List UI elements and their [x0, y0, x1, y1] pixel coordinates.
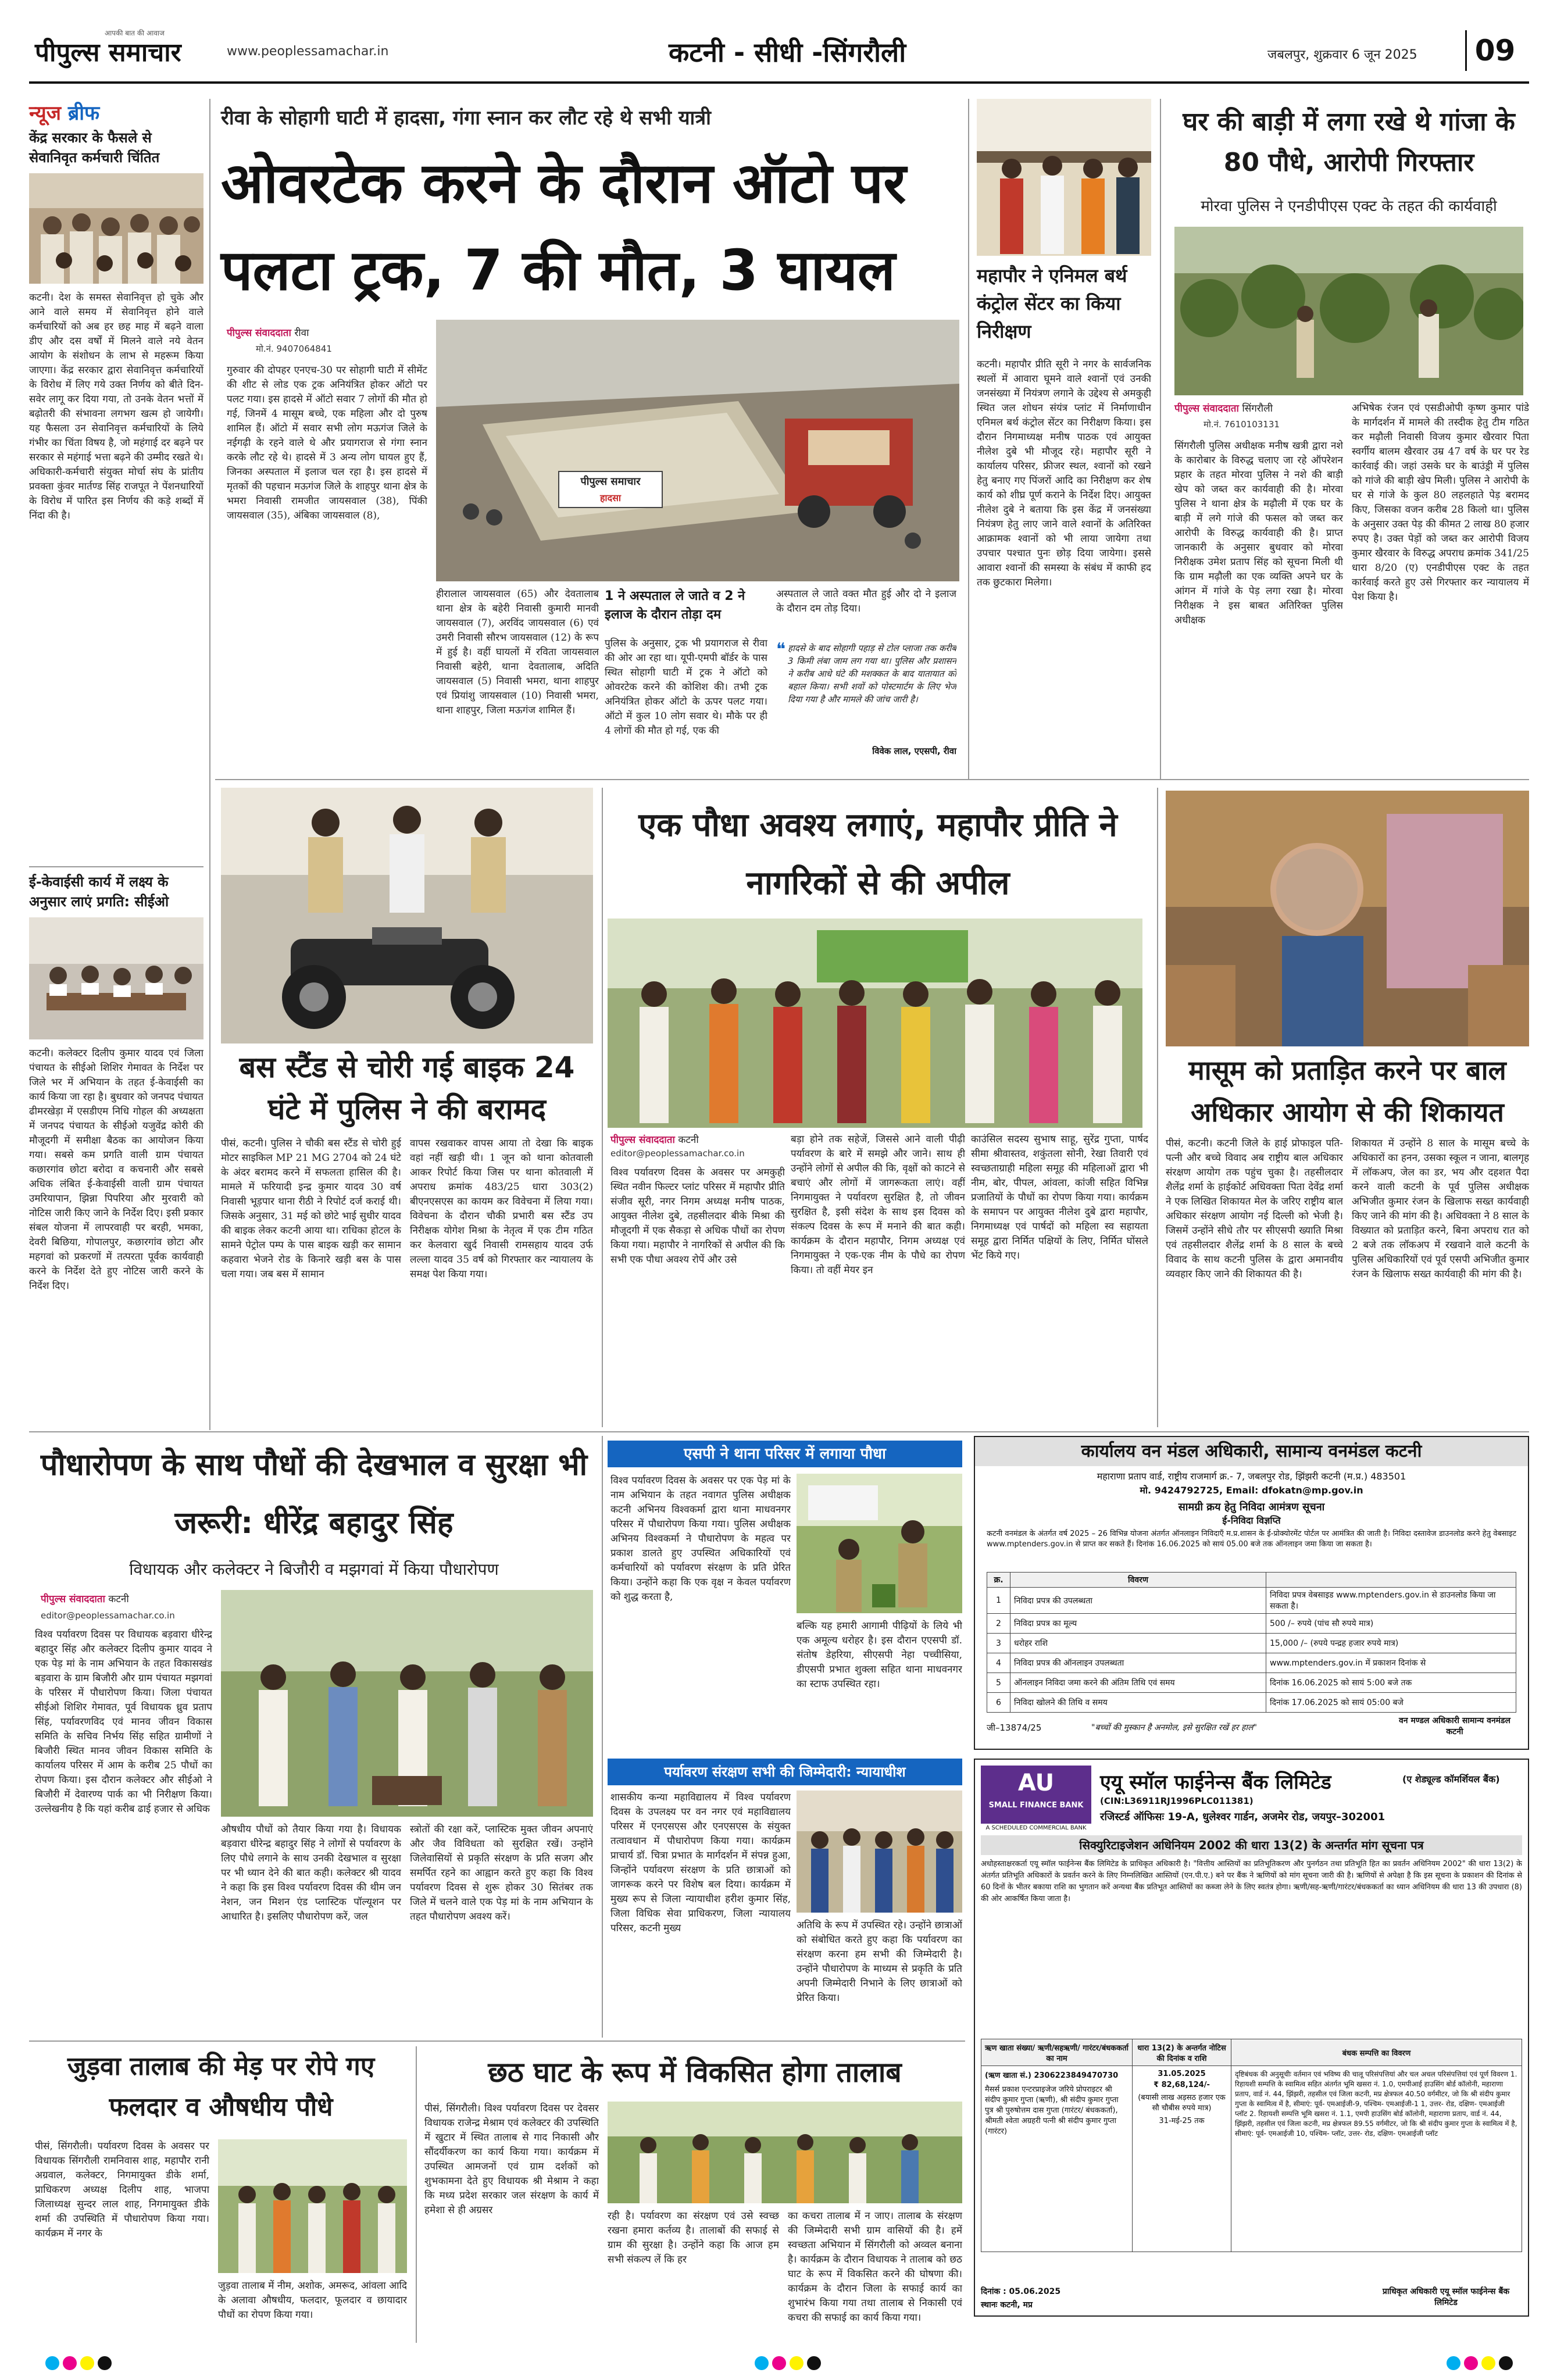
row-divider-3 [29, 2040, 965, 2042]
lead-headline: ओवरटेक करने के दौरान ऑटो पर पलटा ट्रक, 7 की मौत, 3 घायल [221, 151, 906, 303]
ganja-photo [1174, 227, 1523, 395]
dheerendra-col-1: विश्व पर्यावरण दिवस पर विधायक बड़वारा धीरेन्द्र बहादुर सिंह और कलेक्टर दिलीप कुमार यादव ने एक पेड़ मां के नाम अभियान के तहत विकासखंड बड़वारा के ग्राम बिजौरी और ग्राम पंचायत मझगवां के परिसर में पौधारोपण किया। जिला पंचायत सीईओ शिशिर गेमावत, पूर्व विधायक ध्रुव प्रताप सिंह, पर्यावरणविद एवं मानव जीवन विकास समिति के सचिव निर्भय सिंह सहित ग्रामीणों ने बिजौरी स्थित मानव जीवन विकास समिति के कार्यालय परिसर में आम के करीब 25 पौधों का रोपण किया। इस दौरान कलेक्टर और सीईओ ने बिजौरी में देवारण्य पार्क का भी निरीक्षण किया। उल्लेखनीय है कि यहां करीब ढाई हजार से अधिक [35, 1629, 212, 1815]
au-logo [981, 1766, 1091, 1824]
col-divider-child [1157, 788, 1158, 1427]
col-divider-sp [602, 1436, 603, 2038]
forest-table-row [987, 1653, 1516, 1673]
forest-notice-contact: मो. 9424792725, Email: dfokatn@mp.gov.in [1140, 1485, 1363, 1496]
forest-th-desc: विवरण [1010, 1573, 1266, 1588]
plant-col-2: बड़ा होने तक सहेजें, जिससे आने वाली पीढ़ी पर्यावरण के बारे में समझे और जाने। साथ ही उन्होंने लोगों से अपील की कि, वृक्षों को काटने से बचाएं और लोगों में जागरूकता लाएं। वहीं निगमायुक्त ने पर्यावरण सुरक्षित है, तो जीवन सुरक्षित है, इसी संदेश के साथ इस दिवस को संकल्प दिवस के रूप में मनाने की बात कही। कार्यक्रम के दौरान महापौर, निगम अध्यक्ष एवं निगमायुक्त ने एक-एक नीम के पौधे का रोपण किया। तो वहीं मेयर इन [791, 1134, 965, 1276]
lead-stamp-sub: हादसा [599, 492, 622, 503]
brief-1-body: कटनी। देश के समस्त सेवानिवृत्त हो चुके और आने वाले समय में सेवानिवृत्त होने वाले कर्मचारियों को अब हर छह माह में बढ़ने वाला डीए और दस वर्षों में मिलने वाले नये वेतन आयोग के संशोधन के लाभ से महरूम किया जाएगा। केंद्र सरकार द्वारा सेवानिवृत्त कर्मचारियों के विरोध में लिए गये उक्त निर्णय को बीते दिन-सवेर लागू कर दिया गया, तो उनके वेतन भत्तों में बढ़ोतरी की संभावना लगभग खत्म हो जायेगी। यह फैसला उन सेवानिवृत्त कर्मचारियों के लिये गंभीर का चिंता विषय है, जो महंगाई दर बढ़ने पर सरकार से महंगाई भत्ता बढ़ने की उम्मीद रखते थे। अधिकारी-कर्मचारी संयुक्त मोर्चा संघ के प्रांतीय प्रवक्ता कुंवर मार्तण्ड सिंह राजपूत ने पेंशनधारियों के विरोध में पारित इस निर्णय की कड़े शब्दों में निंदा की है। [29, 292, 203, 521]
lead-col-4: अस्पताल ले जाते वक्त मौत हुई और दो ने इलाज के दौरान दम तोड़ दिया। [776, 588, 956, 614]
child-photo [1166, 791, 1529, 1046]
au-loan-account: (ऋण खाता सं.) 2306223849470730 [985, 2071, 1119, 2080]
au-bank-notice [974, 1759, 1529, 2317]
forest-table-cell: 500 /– रुपये (पांच सौ रुपये मात्र) [1266, 1614, 1516, 1634]
child-col-2: शिकायत में उन्होंने 8 साल के मासूम बच्चे के अधिकारों का हनन, उसका स्कूल न जाना, बालगृह में लॉकअप, जेल का डर, भय और दहशत पैदा करने वाली कटनी के पूर्व पुलिस अधीक्षक अभिजीत कुमार रंजन के खिलाफ सख्त कार्यवाही किए जाने की मांग की है। अधिवक्ता ने 8 साल के विख्यात को प्रताड़ित करने, बिना अपराध रात को 2 बजे तक लॉकअप में रखवाने वाले कटनी के पुलिस अधिकारियों एवं पूर्व एसपी अभिजीत कुमार रंजन के खिलाफ सख्त कार्यवाही की मांग की है। [1352, 1138, 1529, 1280]
plant-byline-place: कटनी [678, 1134, 699, 1146]
forest-table-cell: 1 [987, 1588, 1010, 1614]
brief-label [29, 99, 203, 128]
forest-table-head [987, 1573, 1516, 1588]
forest-table-cell: ऑनलाइन निविदा जमा करने की अंतिम तिथि एवं समय [1010, 1673, 1266, 1693]
chhath-photo [608, 2102, 962, 2203]
ganja-mobile: मो.नं. 7610103131 [1204, 419, 1280, 430]
forest-table-cell: 5 [987, 1673, 1010, 1693]
row-divider-2 [29, 1431, 1529, 1432]
judge-photo [797, 1791, 962, 1913]
au-bank-tag: (ए शेड्यूल्ड कॉमर्शियल बैंक) [1402, 1774, 1500, 1785]
forest-table-cell: 3 [987, 1634, 1010, 1653]
lead-quote-text: हादसे के बाद सोहागी पहाड़ से टोल प्लाजा तक करीब 3 किमी लंबा जाम लग गया था। पुलिस और प्रशासन ने करीब आधे घंटे की मशक्कत के बाद यातायात को बहाल किया। सभी शवों को पोस्टमार्टम के लिए भेज दिया गया है और मामले की जांच जारी है। [788, 643, 956, 705]
judwa-col-2: जुड़वा तालाब में नीम, अशोक, अमरूद, आंवला आदि के अलावा औषधीय, फलदार, फूलदार व छायादार पौधों का रोपण किया गया। [218, 2280, 407, 2321]
dheerendra-headline: पौधारोपण के साथ पौधों की देखभाल व सुरक्षा भी जरूरी: धीरेंद्र बहादुर सिंह [40, 1448, 588, 1541]
forest-notice-address: महाराणा प्रताप वार्ड, राष्ट्रीय राजमार्ग क्र.- 7, जबलपुर रोड, झिंझरी कटनी (म.प्र.) 483501 [1097, 1471, 1406, 1482]
forest-notice [974, 1436, 1529, 1750]
quote-icon: ❝ [776, 639, 786, 660]
lead-kicker: रीवा के सोहागी घाटी में हादसा, गंगा स्नान कर लौट रहे थे सभी यात्री [221, 106, 711, 130]
forest-table-row [987, 1673, 1516, 1693]
au-notice-para: अधोहस्ताक्षरकर्ता एयू स्मॉल फाईनेन्स बैंक लिमिटेड के प्राधिकृत अधिकारी है। "वित्तीय आस्तियों का प्रतिभूतिकरण और पुनर्गठन तथा प्रतिभूति हित का प्रवर्तन अधिनियम 2002" की धारा 13(2) के अंतर्गत प्रतिभूति अधिकारों के प्रवर्तन करने के लिए निम्नलिखित आस्तियों (एन.पी.ए.) बने पर बैंक ने ऋणियों को मांग सूचना जारी की है। ऋणियों से अपेक्षा है कि इस सूचना के प्रकाशन की दिनांक से 60 दिनों के भीतर बकाया राशि का भुगतान करें अन्यथा बैंक प्रतिभूत आस्तियों का कब्जा लेने के लिए स्वतंत्र होगा। ऋणी/सह-ऋणी/गारंटर/बंधककर्ता का ध्यान अधिनियम की धारा 13 की उपधारा (8) की ओर आकर्षित किया जाता है। [981, 1860, 1522, 1903]
mayor-inspection-photo [977, 99, 1151, 256]
judwa-headline: जुड़वा तालाब की मेड़ पर रोपे गए फलदार व औषधीय पौधे [67, 2052, 375, 2122]
au-scheduled: A SCHEDULED COMMERCIAL BANK [985, 1825, 1087, 1831]
au-notice-as-on: 31-मई-25 तक [1159, 2117, 1205, 2125]
judwa-photo [218, 2139, 407, 2273]
dheerendra-col-2: औषधीय पौधों को तैयार किया गया है। विधायक बड़वारा धीरेन्द्र बहादुर सिंह ने लोगों से पर्यावरण के लिए पौधे लगाने के साथ उनकी देखभाल व सुरक्षा पर भी ध्यान देने की बात कही। कलेक्टर श्री यादव ने कहा कि इस विश्व पर्यावरण दिवस की थीम जन नेशन, जन मिशन एंड प्लास्टिक पॉल्यूशन पर आधारित है। इसलिए पौधारोपण करें, जल [221, 1824, 401, 1922]
au-logo-sub: SMALL FINANCE BANK [988, 1801, 1084, 1810]
dheerendra-col-3: स्त्रोतों की रक्षा करें, प्लास्टिक मुक्त जीवन अपनाएं और जैव विविधता को सुरक्षित रखें। उन्होंने जिलेवासियों से प्रकृति संरक्षण के प्रति सजग और समर्पित रहने का आह्वान करते हुए कहा कि विश्व पर्यावरण दिवस से शुरू होकर 30 सितंबर तक जिले में चलने वाले एक पेड़ मां के नाम अभियान के तहत पौधारोपण अवश्य करें। [410, 1824, 593, 1922]
dheerendra-byline [41, 1592, 129, 1605]
lead-col-3: पुलिस के अनुसार, ट्रक भी प्रयागराज से रीवा की ओर आ रहा था। यूपी-एमपी बॉर्डर के पास स्थित सोहागी घाटी में ट्रक ने ऑटो को ओवरटेक करने की कोशिश की। तभी ट्रक अनियंत्रित होकर ऑटो के ऊपर पलट गया। ऑटो में कुल 10 लोग सवार थे। मौके पर ही 4 लोगों की मौत हो गई, एक की [605, 638, 767, 737]
forest-table-cell: निविदा प्रपत्र का मूल्य [1010, 1614, 1266, 1634]
bike-headline: बस स्टैंड से चोरी गई बाइक 24 घंटे में पुलिस ने की बरामद [239, 1050, 575, 1126]
au-notice-cell [1133, 2066, 1231, 2252]
au-logo-mark: AU [1017, 1770, 1055, 1796]
plant-photo [608, 919, 1142, 1128]
brief-2-headline: ई-केवाईसी कार्य में लक्ष्य के अनुसार लाएं प्रगति: सीईओ [29, 874, 169, 910]
lead-col-1: गुरुवार की दोपहर एनएच-30 पर सोहागी घाटी में सीमेंट की शीट से लोड एक ट्रक अनियंत्रित होकर ऑटो पर पलट गया। इस हादसे में ऑटो सवार 7 लोगों की मौत हो गई, जिनमें 4 मासूम बच्चे, एक महिला और दो पुरुष शामिल हैं। ऑटो में सवार सभी लोग मऊगंज जिले के नईगढ़ी के रहने वाले थे और प्रयागराज से गंगा स्नान करके लौट रहे थे। हादसे में 3 अन्य लोग घायल हुए हैं, जिनका अस्पताल में इलाज चल रहा है। इस हादसे में मृतकों की पहचान मऊगंज जिले के शाहपुर थाना क्षेत्र के भमरा निवासी रामजीत जायसवाल (38), पिंकी जायसवाल (35), अंबिका जायसवाल (8), [227, 364, 427, 521]
plant-col-3: काउंसिल सदस्य सुभाष साहू, सुरेंद्र गुप्ता, पार्षद सीमा श्रीवास्तव, शकुंतला सोनी, रेखा तिवारी एवं स्वच्छताग्राही महिला समूह की महिलाओं द्वारा भी नीम, बोर, पीपल, आंवला, कांजी सहित विभिन्न प्रजातियों के पौधों का रोपण किया गया। कार्यक्रम के समापन पर आयुक्त नीलेश दुबे द्वारा महापौर, निगमाध्यक्ष एवं पार्षदों को महिला स्व सहायता समूह द्वारा निर्मित पक्षियों के लिए, निर्मित घोंसले भेंट किये गए। [971, 1134, 1148, 1262]
forest-notice-title: कार्यालय वन मंडल अधिकारी, सामान्य वनमंडल कटनी [975, 1437, 1528, 1466]
au-table-head [981, 2039, 1522, 2066]
forest-table-cell: 4 [987, 1653, 1010, 1673]
lead-accident-photo [436, 320, 959, 581]
forest-notice-para: कटनी वनमंडल के अंतर्गत वर्ष 2025 – 26 विभिन्न योजना अंतर्गत ऑनलाइन निविदाएँ म.प्र.शासन के ई-प्रोक्योरमेंट पोर्टल पर आमंत्रित की जाती है। निविदा दस्तावेज डाउनलोड करने हेतु वेबसाइट www.mptenders.gov.in से प्राप्त कर सकते हैं। दिनांक 16.06.2025 को सायं 05.00 बजे तक ऑनलाइन जमा किया जा सकता है। [987, 1530, 1516, 1549]
au-notice-amount: ₹ 82,68,124/- [1154, 2081, 1210, 2089]
forest-table-row [987, 1614, 1516, 1634]
au-notice-title: सिक्युरिटाइजेशन अधिनियम 2002 की धारा 13(2) के अन्तर्गत मांग सूचना पत्र [981, 1835, 1522, 1855]
au-th-property: बंधक सम्पत्ति का विवरण [1231, 2039, 1522, 2066]
forest-table-cell: निविदा खोलने की तिथि व समय [1010, 1693, 1266, 1713]
chhath-col-1: पीसं, सिंगरौली। विश्व पर्यावरण दिवस पर देवसर विधायक राजेन्द्र मेश्राम एवं कलेक्टर की उपस्थिति में खुटार में स्थित तालाब से गाद निकासी और सौंदर्यीकरण का कार्य किया गया। कार्यक्रम में उपस्थित आमजनों एवं ग्राम दर्शकों को शुभकामना देते हुए विधायक श्री मेश्राम ने कहा कि मध्य प्रदेश सरकार जल संरक्षण के कार्य में हमेशा से ही अग्रसर [424, 2103, 599, 2216]
col-divider-ganja [1160, 99, 1161, 779]
child-col-1: पीसं, कटनी। कटनी जिले के हाई प्रोफाइल पति-पत्नी और बच्चे विवाद अब राष्ट्रीय बाल अधिकार संरक्षण आयोग तक पहुंच चुका है। तहसीलदार शैलेंद्र शर्मा के हाईकोर्ट अधिवक्ता पिता देवेंद्र शर्मा ने एक लिखित शिकायत मेल के जरिए राष्ट्रीय बाल अधिकार संरक्षण आयोग नई दिल्ली को भेजी है। जिसमें उन्होंने सीधे तौर पर सीएसपी ख्याति मिश्रा एवं तहसीलदार शैलेंद्र शर्मा के 8 साल के बच्चे विवाद के साथ कटनी पुलिस के द्वारा अमानवीय व्यवहार किए जाने की शिकायत की है। [1166, 1138, 1343, 1280]
bike-col-1: पीसं, कटनी। पुलिस ने चौकी बस स्टैंड से चोरी हुई मोटर साइकिल MP 21 MG 2704 को 24 घंटे के अंदर बरामद करने में सफलता हासिल की है। मामले में फरियादी इन्द्र कुमार यादव 30 वर्ष निवासी भूड़पार थाना रीठी ने रिपोर्ट दर्ज कराई थी। जिसके अनुसार, 31 मई को छोटे भाई सुधीर यादव की बाइक लेकर कटनी आया था। राधिका होटल के सामने पेट्रोल पम्प के पास बाइक खड़ी कर सामान कहवारा भेजने रोड के किनारे खड़ी बस के पास चला गया। जब बस में सामान [221, 1138, 401, 1280]
lead-col-2: हीरालाल जायसवाल (65) और देवतालाब थाना क्षेत्र के बहेरी निवासी कुमारी मानवी जायसवाल (7), अरविंद जायसवाल (6) एवं उमरी निवासी सौरभ जायसवाल (12) के रूप में हुई है। वहीं घायलों में रविता जायसवाल निवासी बहेरी, थाना देवतालाब, अदिति जायसवाल (5) निवासी भमरा, थाना शाहपुर एवं प्रियांशु जायसवाल (10) निवासी भमरा, थाना शाहपुर, जिला मऊगंज शामिल हैं। [436, 588, 599, 716]
au-property-cell: दृष्टिबंधक की अनुसूचीः वर्तमान एवं भविष्य की चालू परिसंपत्तियां और चल अचल परिसंपत्तियां एवं पूर्ण विवरण 1. रिहायशी सम्पत्ति के स्वामित्व सहित अंतर्गत भूमि खसरा नं. 1.0, एमपीआई हाउसिंग बोर्ड कॉलोनी, महाराणा प्रताप, वार्ड नं. 44, झिंझरी, तहसील एवं जिला कटनी, मप्र क्षेत्रफल 40.50 वर्गमीटर, जो कि श्री संदीप कुमार गुप्ता के स्वामित्व में है, सीमाएं: पूर्व- एमआईजी-9, पश्चिम- एमआईजी-1 1, उत्तर- रोड, दक्षिण- एमआईजी प्लॉट 2. रिहायशी सम्पत्ति भूमि खसरा नं. 1.1, एमपी हाउसिंग बोर्ड कॉलोनी, महाराणा प्रताप, वार्ड नं. 44, झिंझरी, तहसील एवं जिला कटनी, मप्र क्षेत्रफल 89.55 वर्गमीटर, जो कि श्री संदीप कुमार गुप्ता के स्वामित्व में है, सीमाएं: पूर्व- एमआईजी 10, पश्चिम- प्लॉट, उत्तर- रोड, दक्षिण- एमआईजी प्लॉट [1231, 2066, 1522, 2252]
forest-table-cell: धरोहर राशि [1010, 1634, 1266, 1653]
col-divider-plant [602, 788, 603, 1427]
page-number: 09 [1465, 30, 1523, 71]
mayor-inspection-headline: महापौर ने एनिमल बर्थ कंट्रोल सेंटर का किया निरीक्षण [977, 265, 1127, 342]
sp-photo [797, 1474, 962, 1613]
ganja-byline-place: सिंगरौली [1242, 403, 1273, 414]
au-date: दिनांक : 05.06.2025 [981, 2287, 1061, 2296]
sp-body: विश्व पर्यावरण दिवस के अवसर पर एक पेड़ मां के नाम अभियान के तहत नवागत पुलिस अधीक्षक कटनी अभिनय विश्वकर्मा द्वारा थाना माधवनगर परिसर में पौधारोपण किया गया। पुलिस अधीक्षक अभिनय विश्वकर्मा ने पौधारोपण के महत्व पर प्रकाश डालते हुए उपस्थित अधिकारियों एवं कर्मचारियों को पर्यावरण संरक्षण के प्रति प्रेरित किया। उन्होंने कहा कि एक वृक्ष न केवल पर्यावरण को शुद्ध करता है, [610, 1475, 791, 1603]
brief-1-photo [29, 173, 203, 284]
lead-byline [227, 326, 436, 339]
lead-quote [776, 639, 956, 767]
au-sign: प्राधिकृत अधिकारी एयू स्मॉल फाईनेन्स बैंक लिमिटेड [1382, 2287, 1510, 2307]
sp-headline: एसपी ने थाना परिसर में लगाया पौधा [608, 1441, 962, 1467]
lead-col-3-subhead: 1 ने अस्पताल ले जाते व 2 ने इलाज के दौरान तोड़ा दम [605, 589, 745, 622]
chhath-headline: छठ घाट के रूप में विकसित होगा तालाब [488, 2056, 902, 2089]
brief-divider [29, 866, 203, 867]
judwa-col-1: पीसं, सिंगरौली। पर्यावरण दिवस के अवसर पर विधायक सिंगरौली रामनिवास शाह, महापौर रानी अग्रवाल, कलेक्टर, निगमायुक्त डीके शर्मा, प्राधिकरण अध्यक्ष दिलीप शाह, भाजपा जिलाध्यक्ष सुन्दर लाल शाह, निगमायुक्त डीके शर्मा की उपस्थिति में पौधारोपण किया गया। कार्यक्रम में नगर के [35, 2140, 209, 2239]
lead-mobile: मो.नं. 9407064841 [256, 344, 332, 354]
col-divider-mayor [968, 99, 969, 779]
forest-notice-slogan: "बच्चों की मुस्कान है अनमोल, इसे सुरक्षित रखें हर हाल" [1091, 1723, 1257, 1732]
lead-stamp [558, 471, 663, 508]
dheerendra-photo [221, 1590, 593, 1817]
plant-email[interactable]: editor@peoplessamachar.co.in [610, 1148, 745, 1159]
masthead-date: जबलपुर, शुक्रवार 6 जून 2025 [1267, 48, 1417, 62]
au-notice-date: 31.05.2025 [1158, 2070, 1206, 2078]
ganja-col-2: अभिषेक रंजन एवं एसडीओपी कृष्ण कुमार पांडे के मार्गदर्शन में मामले की तस्दीक हेतु टीम गठित कर मढ़ौली निवासी विजय कुमार खैरवार पिता स्वर्गीय बालम खैरवार उम्र 47 वर्ष के घर पर रेड कार्रवाई की। जहां उसके घर के बाउंड्री में पुलिस को गांजे की बाड़ी खेप मिली। पुलिस ने आरोपी के घर से गांजे के कुल 80 लहलहाते पेड़ बरामद किए, जिसका वजन करीब 28 किलो था। पुलिस के अनुसार उक्त पेड़ की कीमत 2 लाख 80 हजार रुपए है। उक्त पेड़ों को जब्त कर आरोपी विजय कुमार खैरवार के विरुद्ध अपराध क्रमांक 341/25 धारा 8/20 (ए) एनडीपीएस एक्ट के तहत कार्रवाई करते हुए उसे गिरफ्तार कर न्यायालय में पेश किया है। [1352, 402, 1529, 603]
au-th-notice: धारा 13(2) के अन्तर्गत नोटिस की दिनांक व राशि [1133, 2039, 1231, 2066]
forest-table-cell: www.mptenders.gov.in में प्रकाशन दिनांक से [1266, 1653, 1516, 1673]
masthead [0, 0, 1557, 87]
masthead-rule [29, 81, 1529, 84]
bike-col-2: वापस रखवाकर वापस आया तो देखा कि बाइक वहां नहीं खड़ी थी। 1 जून को थाना कोतवाली आकर रिपोर्ट किया जिस पर थाना कोतवाली में अपराध क्रमांक 483/25 धारा 303(2) बीएनएसएस का कायम कर विवेचना में लिया गया। विवेचना के दौरान चौकी प्रभारी बस स्टैंड उप निरीक्षक योगेश मिश्रा के नेतृत्व में एक टीम गठित कर केलवारा खुर्द निवासी रामसहाय यादव उर्फ लल्ला यादव 35 वर्ष को गिरफ्तार कर न्यायालय के समक्ष पेश किया गया। [410, 1138, 593, 1280]
forest-table-cell: दिनांक 16.06.2025 को सायं 5:00 बजे तक [1266, 1673, 1516, 1693]
au-table-row [981, 2066, 1522, 2252]
forest-table-cell: निविदा प्रपत्र की उपलब्धता [1010, 1588, 1266, 1614]
dheerendra-byline-place: कटनी [108, 1593, 129, 1605]
au-bank-registered: रजिस्टर्ड ऑफिसः 19-A, धुलेश्वर गार्डन, अजमेर रोड, जयपुर–302001 [1100, 1811, 1385, 1823]
forest-th-no: क्र. [987, 1573, 1010, 1588]
ganja-byline [1174, 401, 1273, 414]
forest-table-cell: निविदा प्रपत्र की ऑनलाइन उपलब्धता [1010, 1653, 1266, 1673]
forest-notice-table [987, 1572, 1516, 1713]
forest-th-value [1266, 1573, 1516, 1588]
child-headline: मासूम को प्रताड़ित करने पर बाल अधिकार आयोग से की शिकायत [1188, 1055, 1506, 1128]
au-loan-borrower: मैसर्स प्रकाश एन्टरप्राइजेज जरिये प्रोपराइटर श्री संदीप कुमार गुप्ता (ऋणी), श्री संदीप कुमार गुप्ता पुत्र श्री पुरुषोत्तम दास गुप्ता (गारंटर/ बंधककर्ता), श्रीमती श्वेता अग्रहरी पत्नी श्री संदीप कुमार गुप्ता (गारंटर) [985, 2085, 1119, 2136]
brief-label-b: ब्रीफ [67, 102, 100, 125]
forest-table-cell: निविदा प्रपत्र वेबसाइड www.mptenders.gov.in से डाउनलोड किया जा सकता है। [1266, 1588, 1516, 1614]
ganja-headline: घर की बाड़ी में लगा रखे थे गांजा के 80 पौधे, आरोपी गिरफ्तार [1183, 107, 1515, 177]
dheerendra-email[interactable]: editor@peoplessamachar.co.in [41, 1610, 175, 1621]
ganja-subhead: मोरवा पुलिस ने एनडीपीएस एक्ट के तहत की कार्यवाही [1201, 198, 1497, 215]
bike-photo [221, 788, 593, 1044]
masthead-logo: पीपुल्स समाचार [35, 38, 181, 67]
judge-body: शासकीय कन्या महाविद्यालय में विश्व पर्यावरण दिवस के उपलक्ष्य पर वन नगर एवं महाविद्यालय परिसर में एनएसएस और एनएसएस के संयुक्त तत्वावधान में पौधारोपण किया गया। कार्यक्रम प्राचार्य डॉ. चित्रा प्रभात के मार्गदर्शन में संपन्न हुआ, जिन्होंने पर्यावरण संरक्षण के प्रति छात्राओं को जागरूक करने पर विशेष बल दिया। कार्यक्रम में मुख्य रूप से जिला न्यायाधीश हरीश कुमार सिंह, जिला विधिक सेवा प्राधिकरण, जिला न्यायालय परिसर, कटनी मुख्य [610, 1792, 791, 1934]
registration-marks [35, 2354, 1523, 2372]
masthead-edition: कटनी - सीधी -सिंगरौली [669, 37, 906, 68]
forest-table-cell: 6 [987, 1693, 1010, 1713]
au-th-account: ऋण खाता संख्या/ ऋणी/सहऋणी/ गारंटर/बंधककर्ता का नाम [981, 2039, 1133, 2066]
lead-stamp-title: पीपुल्स समाचार [580, 476, 641, 488]
forest-table-row [987, 1588, 1516, 1614]
forest-notice-sign: वन मण्डल अधिकारी सामान्य वनमंडल कटनी [1399, 1716, 1510, 1736]
plant-byline [610, 1132, 699, 1146]
forest-table-cell: 15,000 /– (रुपये पन्द्रह हजार रुपये मात्र) [1266, 1634, 1516, 1653]
au-bank-name: एयू स्मॉल फाईनेन्स बैंक लिमिटेड [1100, 1771, 1331, 1794]
forest-table-cell: 2 [987, 1614, 1010, 1634]
dheerendra-subhead: विधायक और कलेक्टर ने बिजौरी व मझगवां में किया पौधारोपण [129, 1560, 499, 1579]
forest-table-row [987, 1634, 1516, 1653]
judge-headline: पर्यावरण संरक्षण सभी की जिम्मेदारी: न्यायाधीश [608, 1759, 962, 1785]
brief-2-body: कटनी। कलेक्टर दिलीप कुमार यादव एवं जिला पंचायत के सीईओ शिशिर गेमावत के निर्देश पर जिले भर में अभियान के तहत ई-केवाईसी का कार्य किया जा रहा है। बुधवार को जनपद पंचायत ढीमरखेड़ा में एसडीएम निधि गोहल की अध्यक्षता में जनपद पंचायत के सीईओ यजुवेंद्र कोरी की मौजूदगी में समीक्षा बैठक का आयोजन किया गया। सबसे कम प्रगति वाली ग्राम पंचायत कछारगांव छोटा बरोदा व कचनारी और सबसे अधिक लंबित ई-केवाईसी वाली ग्राम पंचायत उमरियापान, झिन्ना पिपरिया और मुरवारी को नोटिस जारी किए जाने के निर्देश दिए। इसी प्रकार संबल योजना में लापरवाही पर बरही, भमका, देवरी बिछिया, गोपालपुर, कछारगांव छोटा और महगवां को प्रकरणों में तत्परता पूर्वक कार्यवाही करने के निर्देश देते हुए नोटिस जारी करने के निर्देश दिए। [29, 1048, 203, 1292]
row-divider-1 [215, 779, 1529, 780]
forest-notice-subject: सामग्री क्रय हेतु निविदा आमंत्रण सूचना [1178, 1501, 1325, 1513]
ganja-col-1: सिंगरौली पुलिस अधीक्षक मनीष खत्री द्वारा नशे के कारोबार के विरुद्ध चलाए जा रहे ऑपरेशन प्रहार के तहत मोरवा पुलिस ने नशे की बाड़ी खेप को जब्त कर कार्यवाही की है। मोरवा पुलिस ने थाना क्षेत्र के मढ़ौली में एक घर के बाड़ी में लगे गांजे की फसल को जब्त कर आरोपी के विरुद्ध कार्यवाही की है। प्राप्त जानकारी के अनुसार बुधवार को मोरवा निरीक्षक उमेश प्रताप सिंह को सूचना मिली थी कि ग्राम मढ़ौली का एक व्यक्ति अपने घर के आंगन में गांजे के पेड़ लगा रखा है। मोरवा निरीक्षक ने इस बाबत अतिरिक्त पुलिस अधीक्षक [1174, 440, 1343, 626]
forest-table-row [987, 1693, 1516, 1713]
forest-notice-ref: जी–13874/25 [987, 1723, 1042, 1733]
left-column-divider [209, 99, 210, 1430]
news-brief [29, 99, 203, 1430]
au-notice-amount-words: (बयासी लाख अड़सठ हजार एक सौ चौबीस रुपये मात्र) [1138, 2093, 1226, 2113]
plant-col-1: विश्व पर्यावरण दिवस के अवसर पर अमकुही स्थित नवीन फिल्टर प्लांट परिसर में महापौर प्रीति संजीव सूरी, नगर निगम अध्यक्ष मनीष पाठक, आयुक्त नीलेश दुबे, तहसीलदार बीके मिश्रा की मौजूदगी में एक सैकड़ा से अधिक पौधों का रोपण किया गया। महापौर ने नागरिकों से अपील की कि सभी एक पौधा अवश्य रोपें और उसे [610, 1167, 785, 1266]
col-divider-chhath [416, 2046, 417, 2343]
judge-body-2: अतिथि के रूप में उपस्थित रहे। उन्होंने छात्राओं को संबोधित करते हुए कहा कि पर्यावरण का संरक्षण करना हम सभी की जिम्मेदारी है। उन्होंने पौधारोपण के माध्यम से प्रकृति के प्रति अपनी जिम्मेदारी निभाने के लिए छात्राओं को प्रेरित किया। [797, 1920, 962, 2004]
chhath-col-3: का कचरा तालाब में न जाए। तालाब के संरक्षण की जिम्मेदारी सभी ग्राम वासियों की है। हमें स्वच्छता अभियान में सिंगरौली को अव्वल बनाना है। कार्यक्रम के दौरान विधायक ने तालाब को छठ घाट के रूप में विकसित करने की घोषणा की। कार्यक्रम के दौरान जिला के सफाई कार्य का शुभारंभ किया गया तथा तालाब से निकासी एवं कचरा की सफाई का कार्य किया गया। [788, 2210, 962, 2324]
lead-byline-place: रीवा [294, 327, 309, 339]
brief-2-photo [29, 917, 203, 1039]
plant-headline: एक पौधा अवश्य लगाएं, महापौर प्रीति ने नागरिकों से की अपील [638, 806, 1117, 902]
sp-body-2: बल्कि यह हमारी आगामी पीढ़ियों के लिये भी एक अमूल्य धरोहर है। इस दौरान एएसपी डॉ. संतोष डेहरिया, सीएसपी नेहा पच्चीसिया, डीएसपी प्रभात शुक्ला सहित थाना माधवनगर का स्टाफ उपस्थित रहा। [797, 1620, 962, 1690]
ganja-byline-name: पीपुल्स संवाददाता [1174, 403, 1239, 414]
au-bank-cin: (CIN:L36911RJ1996PLC011381) [1100, 1796, 1254, 1806]
plant-byline-name: पीपुल्स संवाददाता [610, 1134, 675, 1146]
forest-notice-sub2: ई-निविदा विज्ञप्ति [1222, 1515, 1281, 1526]
mayor-inspection-body: कटनी। महापौर प्रीति सूरी ने नगर के सार्वजनिक स्थलों में आवारा घूमने वाले श्वानों एवं उनकी जनसंख्या में नियंत्रण लगाने के उद्देश्य से अमकुही स्थित जल शोधन संयंत्र प्लांट में निर्माणाधीन एनिमल बर्थ कंट्रोल सेंटर का निरीक्षण किया। इस दौरान निगमाध्यक्ष मनीष पाठक एवं आयुक्त नीलेश दुबे भी मौजूद रहे। महापौर सूरी ने कार्यालय परिसर, फ्रीजर स्थल, श्वानों को रखने हेतु बनाए गए पिंजरों आदि का निरीक्षण कर शेष कार्य को शीघ्र पूर्ण कराने के निर्देश दिए। आयुक्त नीलेश दुबे ने बताया कि इस केंद्र में जनसंख्या नियंत्रण हेतु लाए जाने वाले श्वानों के अतिरिक्त आक्रामक श्वानों को भी लाया जायेगा तथा उपचार पश्चात पुनः छोड़ दिया जायेगा। इससे आवारा श्वानों की समस्या के संबंध में काफी हद तक छुटकारा मिलेगा। [977, 359, 1151, 588]
au-notice-table [981, 2039, 1522, 2252]
dheerendra-byline-name: पीपुल्स संवाददाता [41, 1593, 105, 1605]
masthead-logo-tag: आपकी बात की आवाज [105, 29, 165, 37]
masthead-website[interactable]: www.peoplessamachar.in [227, 44, 389, 59]
au-place: स्थानः कटनी, मप्र [981, 2300, 1033, 2310]
lead-quote-by: विवेक लाल, एएसपी, रीवा [872, 746, 956, 756]
brief-1-headline: केंद्र सरकार के फैसले से सेवानिवृत कर्मचारी चिंतित [29, 130, 160, 166]
brief-label-a: न्यूज [29, 102, 61, 125]
chhath-col-2: रही है। पर्यावरण का संरक्षण एवं उसे स्वच्छ रखना हमारा कर्तव्य है। तालाबों की सफाई से ग्राम की सुरक्षा है। उन्होंने कहा कि आज हम सभी संकल्प लें कि हर [608, 2210, 779, 2265]
lead-byline-name: पीपुल्स संवाददाता [227, 327, 291, 339]
forest-table-cell: दिनांक 17.06.2025 को सायं 05:00 बजे [1266, 1693, 1516, 1713]
au-loan-cell [981, 2066, 1133, 2252]
